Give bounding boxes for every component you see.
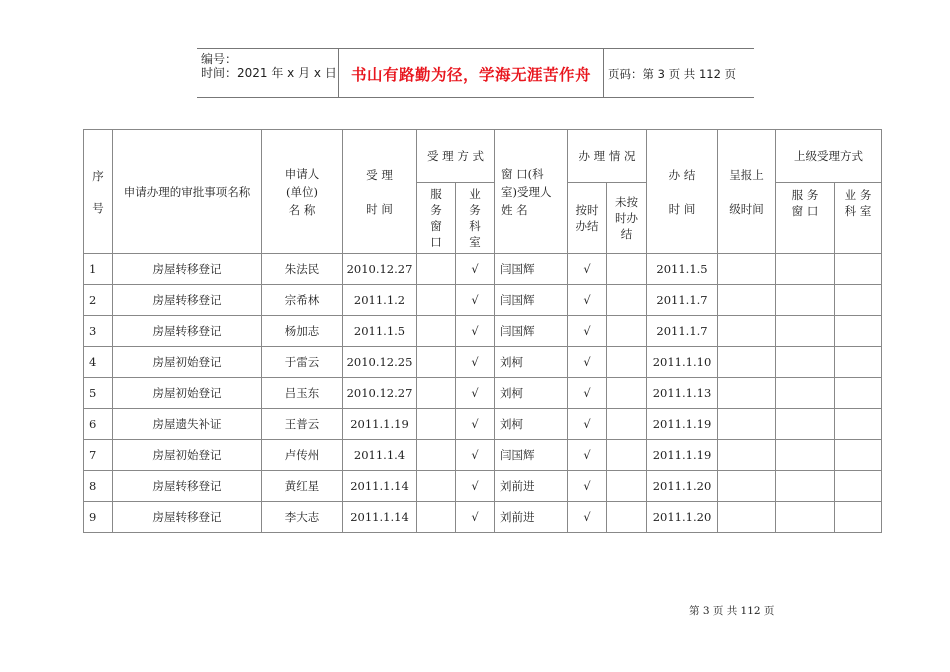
document-header	[197, 48, 754, 98]
serial-number-label: 编号：	[201, 52, 238, 66]
col-header-status: 办 理 情 况	[568, 130, 647, 183]
header-page-number: 页码：第 3 页 共 112 页	[608, 67, 737, 81]
header-motto: 书山有路勤为径，学海无涯苦作舟	[350, 66, 591, 84]
table-row: 7 房屋初始登记 卢传州 2011.1.4 √ 闫国辉 √ 2011.1.19	[84, 440, 882, 471]
col-header-accept-method: 受 理 方 式	[417, 130, 495, 183]
header-row-top	[84, 130, 882, 183]
header-divider	[603, 49, 604, 97]
col-header-applicant: 申请人 (单位) 名 称	[262, 130, 343, 254]
col-header-late: 未按 时办 结	[607, 183, 647, 254]
col-header-no: 序 号	[84, 130, 113, 254]
col-header-on-time: 按时 办结	[568, 183, 607, 254]
table-row: 9 房屋转移登记 李大志 2011.1.14 √ 刘前进 √ 2011.1.20	[84, 502, 882, 533]
table-row: 1 房屋转移登记 朱法民 2010.12.27 √ 闫国辉 √ 2011.1.5	[84, 254, 882, 285]
col-header-service-window: 服 务 窗 口	[417, 183, 456, 254]
col-header-done-time: 办 结 时 间	[647, 130, 718, 254]
table-row: 5 房屋初始登记 吕玉东 2010.12.27 √ 刘柯 √ 2011.1.13	[84, 378, 882, 409]
col-header-upper-service-window: 服 务 窗 口	[776, 183, 835, 254]
col-header-item: 申请办理的审批事项名称	[113, 130, 262, 254]
approval-register-table	[83, 129, 882, 533]
col-header-upper-method: 上级受理方式	[776, 130, 882, 183]
table-row: 8 房屋转移登记 黄红星 2011.1.14 √ 刘前进 √ 2011.1.20	[84, 471, 882, 502]
table-row: 4 房屋初始登记 于雷云 2010.12.25 √ 刘柯 √ 2011.1.10	[84, 347, 882, 378]
col-header-upper-business-dept: 业 务 科 室	[835, 183, 882, 254]
table-row: 3 房屋转移登记 杨加志 2011.1.5 √ 闫国辉 √ 2011.1.7	[84, 316, 882, 347]
header-left	[201, 52, 337, 80]
table-row: 2 房屋转移登记 宗希林 2011.1.2 √ 闫国辉 √ 2011.1.7	[84, 285, 882, 316]
col-header-business-dept: 业 务 科 室	[456, 183, 495, 254]
table-row: 6 房屋遗失补证 王普云 2011.1.19 √ 刘柯 √ 2011.1.19	[84, 409, 882, 440]
col-header-accept-time: 受 理 时 间	[343, 130, 417, 254]
col-header-report-time: 呈报上 级时间	[718, 130, 776, 254]
page-footer: 第 3 页 共 112 页	[689, 605, 775, 617]
date-label: 时间：2021 年 x 月 x 日	[201, 66, 337, 80]
col-header-window-handler: 窗 口(科 室)受理人 姓 名	[495, 130, 568, 254]
